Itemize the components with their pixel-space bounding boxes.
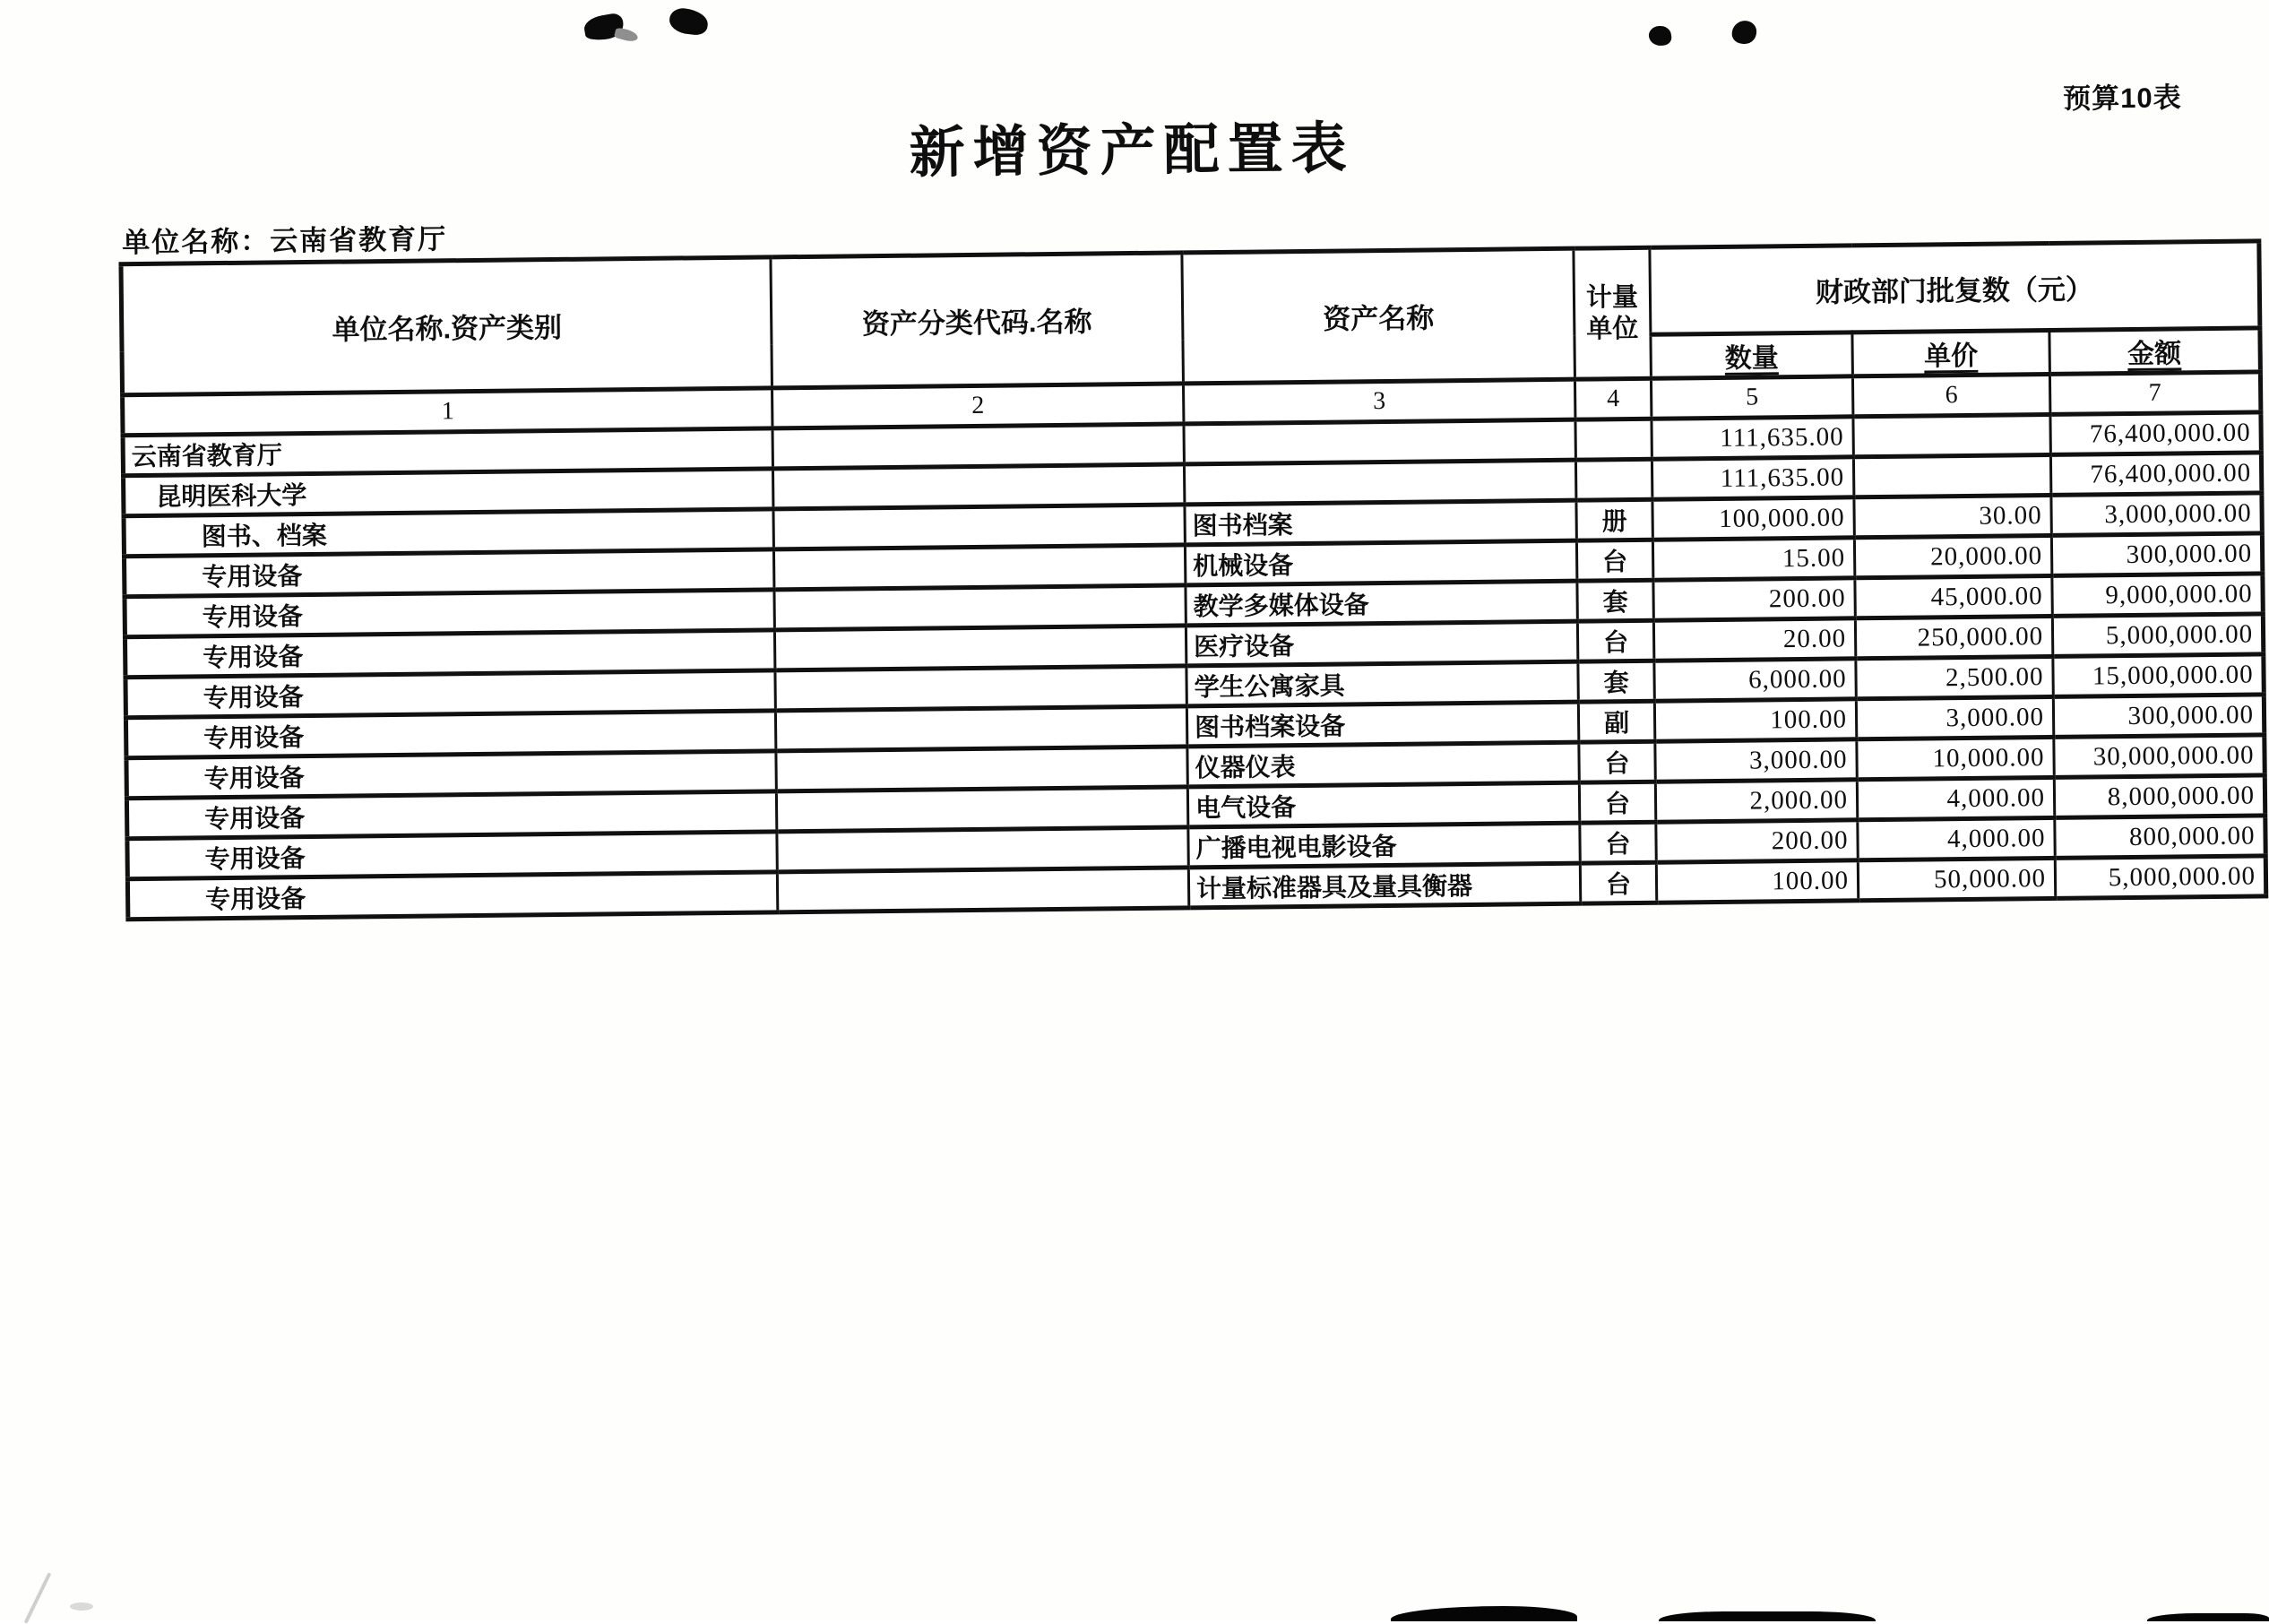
cell-asset-name bbox=[1184, 460, 1575, 505]
col-header-amount-text: 金额 bbox=[2127, 339, 2182, 370]
cell-unit-price: 10,000.00 bbox=[1857, 737, 2054, 779]
scan-scratch bbox=[24, 1572, 52, 1623]
cell-asset-code bbox=[776, 787, 1187, 832]
cell-qty: 15.00 bbox=[1652, 538, 1854, 580]
cell-asset-code bbox=[772, 464, 1184, 509]
cell-asset-code bbox=[775, 666, 1186, 711]
column-number: 2 bbox=[772, 384, 1184, 428]
unit-name-label: 单位名称：云南省教育厅 bbox=[122, 223, 448, 259]
cell-unit-category: 专用设备 bbox=[127, 872, 777, 920]
cell-unit-category: 专用设备 bbox=[125, 711, 775, 758]
table-body bbox=[123, 412, 2266, 920]
cell-amount: 9,000,000.00 bbox=[2052, 574, 2264, 617]
col-header-unit-category: 单位名称.资产类别 bbox=[121, 257, 772, 395]
cell-unit-price: 4,000.00 bbox=[1857, 777, 2054, 819]
cell-asset-code bbox=[774, 626, 1186, 670]
cell-unit-price: 20,000.00 bbox=[1854, 535, 2051, 577]
cell-qty: 20.00 bbox=[1653, 618, 1855, 661]
col-header-qty-text: 数量 bbox=[1724, 343, 1779, 374]
cell-measure-unit: 台 bbox=[1580, 822, 1656, 863]
column-number: 7 bbox=[2049, 372, 2261, 415]
cell-qty: 2,000.00 bbox=[1655, 780, 1857, 822]
cell-asset-code bbox=[774, 585, 1186, 630]
table-header bbox=[121, 241, 2261, 436]
cell-measure-unit: 册 bbox=[1576, 499, 1652, 540]
cell-qty: 100,000.00 bbox=[1652, 497, 1854, 540]
cell-unit-price: 4,000.00 bbox=[1858, 817, 2055, 860]
scan-smudge bbox=[70, 1602, 93, 1611]
cell-unit-category: 云南省教育厅 bbox=[123, 428, 772, 476]
col-header-measure-unit-line2: 单位 bbox=[1586, 314, 1639, 344]
cell-measure-unit: 台 bbox=[1579, 782, 1655, 823]
cell-measure-unit: 副 bbox=[1578, 701, 1654, 742]
cell-qty: 111,635.00 bbox=[1652, 417, 1853, 459]
cell-unit-price: 30.00 bbox=[1854, 495, 2051, 537]
cell-unit-price bbox=[1853, 414, 2050, 456]
cell-measure-unit bbox=[1575, 459, 1652, 500]
cell-asset-name: 图书档案设备 bbox=[1186, 702, 1578, 747]
cell-amount: 5,000,000.00 bbox=[2052, 614, 2264, 657]
cell-unit-category: 专用设备 bbox=[125, 630, 774, 678]
cell-amount: 8,000,000.00 bbox=[2054, 775, 2265, 818]
cell-unit-category: 专用设备 bbox=[126, 751, 776, 799]
cell-qty: 6,000.00 bbox=[1654, 659, 1856, 701]
cell-amount: 76,400,000.00 bbox=[2050, 453, 2262, 496]
cell-qty: 200.00 bbox=[1653, 578, 1855, 620]
cell-asset-name bbox=[1184, 419, 1575, 464]
col-header-measure-unit-line1: 计量 bbox=[1585, 283, 1639, 313]
cell-measure-unit: 套 bbox=[1577, 580, 1653, 621]
cell-unit-category: 专用设备 bbox=[127, 832, 777, 879]
scan-edge-strip bbox=[1391, 1606, 1577, 1621]
cell-unit-price: 250,000.00 bbox=[1855, 616, 2052, 658]
cell-unit-price: 50,000.00 bbox=[1858, 858, 2055, 900]
cell-asset-code bbox=[777, 827, 1188, 872]
cell-asset-code bbox=[773, 505, 1185, 549]
cell-amount: 300,000.00 bbox=[2051, 533, 2263, 576]
cell-asset-code bbox=[772, 424, 1184, 469]
column-number: 4 bbox=[1574, 378, 1651, 419]
scan-edge-strip bbox=[1659, 1611, 1876, 1621]
cell-amount: 300,000.00 bbox=[2053, 695, 2265, 738]
cell-asset-name: 学生公寓家具 bbox=[1186, 661, 1578, 706]
cell-unit-price: 45,000.00 bbox=[1855, 575, 2052, 618]
cell-measure-unit: 台 bbox=[1577, 620, 1653, 661]
col-header-class-code: 资产分类代码.名称 bbox=[771, 253, 1184, 388]
col-header-unit-price bbox=[1852, 330, 2050, 376]
cell-measure-unit: 套 bbox=[1578, 661, 1654, 702]
cell-amount: 800,000.00 bbox=[2055, 816, 2266, 859]
cell-unit-price: 2,500.00 bbox=[1856, 656, 2053, 698]
col-header-measure-unit bbox=[1574, 247, 1652, 379]
cell-measure-unit: 台 bbox=[1580, 862, 1656, 903]
cell-measure-unit: 台 bbox=[1579, 741, 1655, 782]
col-header-amount bbox=[2049, 328, 2261, 375]
cell-asset-code bbox=[773, 545, 1185, 590]
cell-qty: 3,000.00 bbox=[1655, 739, 1857, 782]
form-number-label: 预算10表 bbox=[2062, 82, 2182, 115]
cell-unit-category: 专用设备 bbox=[124, 549, 773, 597]
column-number: 1 bbox=[123, 388, 772, 436]
cell-qty: 200.00 bbox=[1656, 820, 1858, 862]
cell-asset-name: 医疗设备 bbox=[1186, 621, 1577, 666]
col-header-unit-price-text: 单价 bbox=[1924, 341, 1979, 372]
cell-unit-category: 专用设备 bbox=[125, 590, 774, 637]
cell-amount: 15,000,000.00 bbox=[2053, 654, 2265, 697]
asset-allocation-table bbox=[118, 238, 2268, 921]
cell-unit-price: 3,000.00 bbox=[1856, 696, 2053, 739]
cell-asset-name: 图书档案 bbox=[1185, 500, 1576, 545]
column-number: 5 bbox=[1651, 376, 1852, 419]
cell-qty: 100.00 bbox=[1656, 860, 1858, 903]
cell-asset-name: 电气设备 bbox=[1187, 782, 1579, 827]
cell-asset-name: 仪器仪表 bbox=[1187, 742, 1579, 787]
col-header-asset-name: 资产名称 bbox=[1182, 248, 1575, 384]
cell-unit-price bbox=[1853, 454, 2050, 497]
cell-amount: 30,000,000.00 bbox=[2054, 735, 2265, 778]
cell-asset-code bbox=[775, 706, 1186, 751]
cell-measure-unit bbox=[1575, 419, 1652, 460]
cell-asset-name: 广播电视电影设备 bbox=[1188, 823, 1580, 868]
cell-qty: 111,635.00 bbox=[1652, 457, 1853, 499]
cell-asset-name: 机械设备 bbox=[1185, 540, 1576, 585]
cell-unit-category: 专用设备 bbox=[125, 670, 775, 718]
page-title: 新增资产配置表 bbox=[909, 117, 1356, 185]
col-header-qty bbox=[1651, 333, 1853, 378]
cell-unit-category: 图书、档案 bbox=[124, 509, 773, 557]
column-number: 6 bbox=[1852, 374, 2049, 416]
cell-unit-category: 专用设备 bbox=[126, 791, 776, 839]
column-number: 3 bbox=[1183, 379, 1574, 424]
cell-asset-code bbox=[776, 747, 1187, 791]
cell-asset-code bbox=[777, 868, 1188, 912]
cell-amount: 5,000,000.00 bbox=[2055, 856, 2266, 899]
cell-amount: 3,000,000.00 bbox=[2051, 493, 2263, 536]
cell-measure-unit: 台 bbox=[1576, 540, 1652, 581]
col-header-finance-group: 财政部门批复数（元） bbox=[1650, 241, 2260, 334]
cell-unit-category: 昆明医科大学 bbox=[124, 469, 773, 516]
cell-qty: 100.00 bbox=[1654, 699, 1856, 741]
cell-asset-name: 计量标准器具及量具衡器 bbox=[1188, 863, 1580, 908]
cell-amount: 76,400,000.00 bbox=[2050, 412, 2262, 455]
cell-asset-name: 教学多媒体设备 bbox=[1186, 581, 1577, 626]
